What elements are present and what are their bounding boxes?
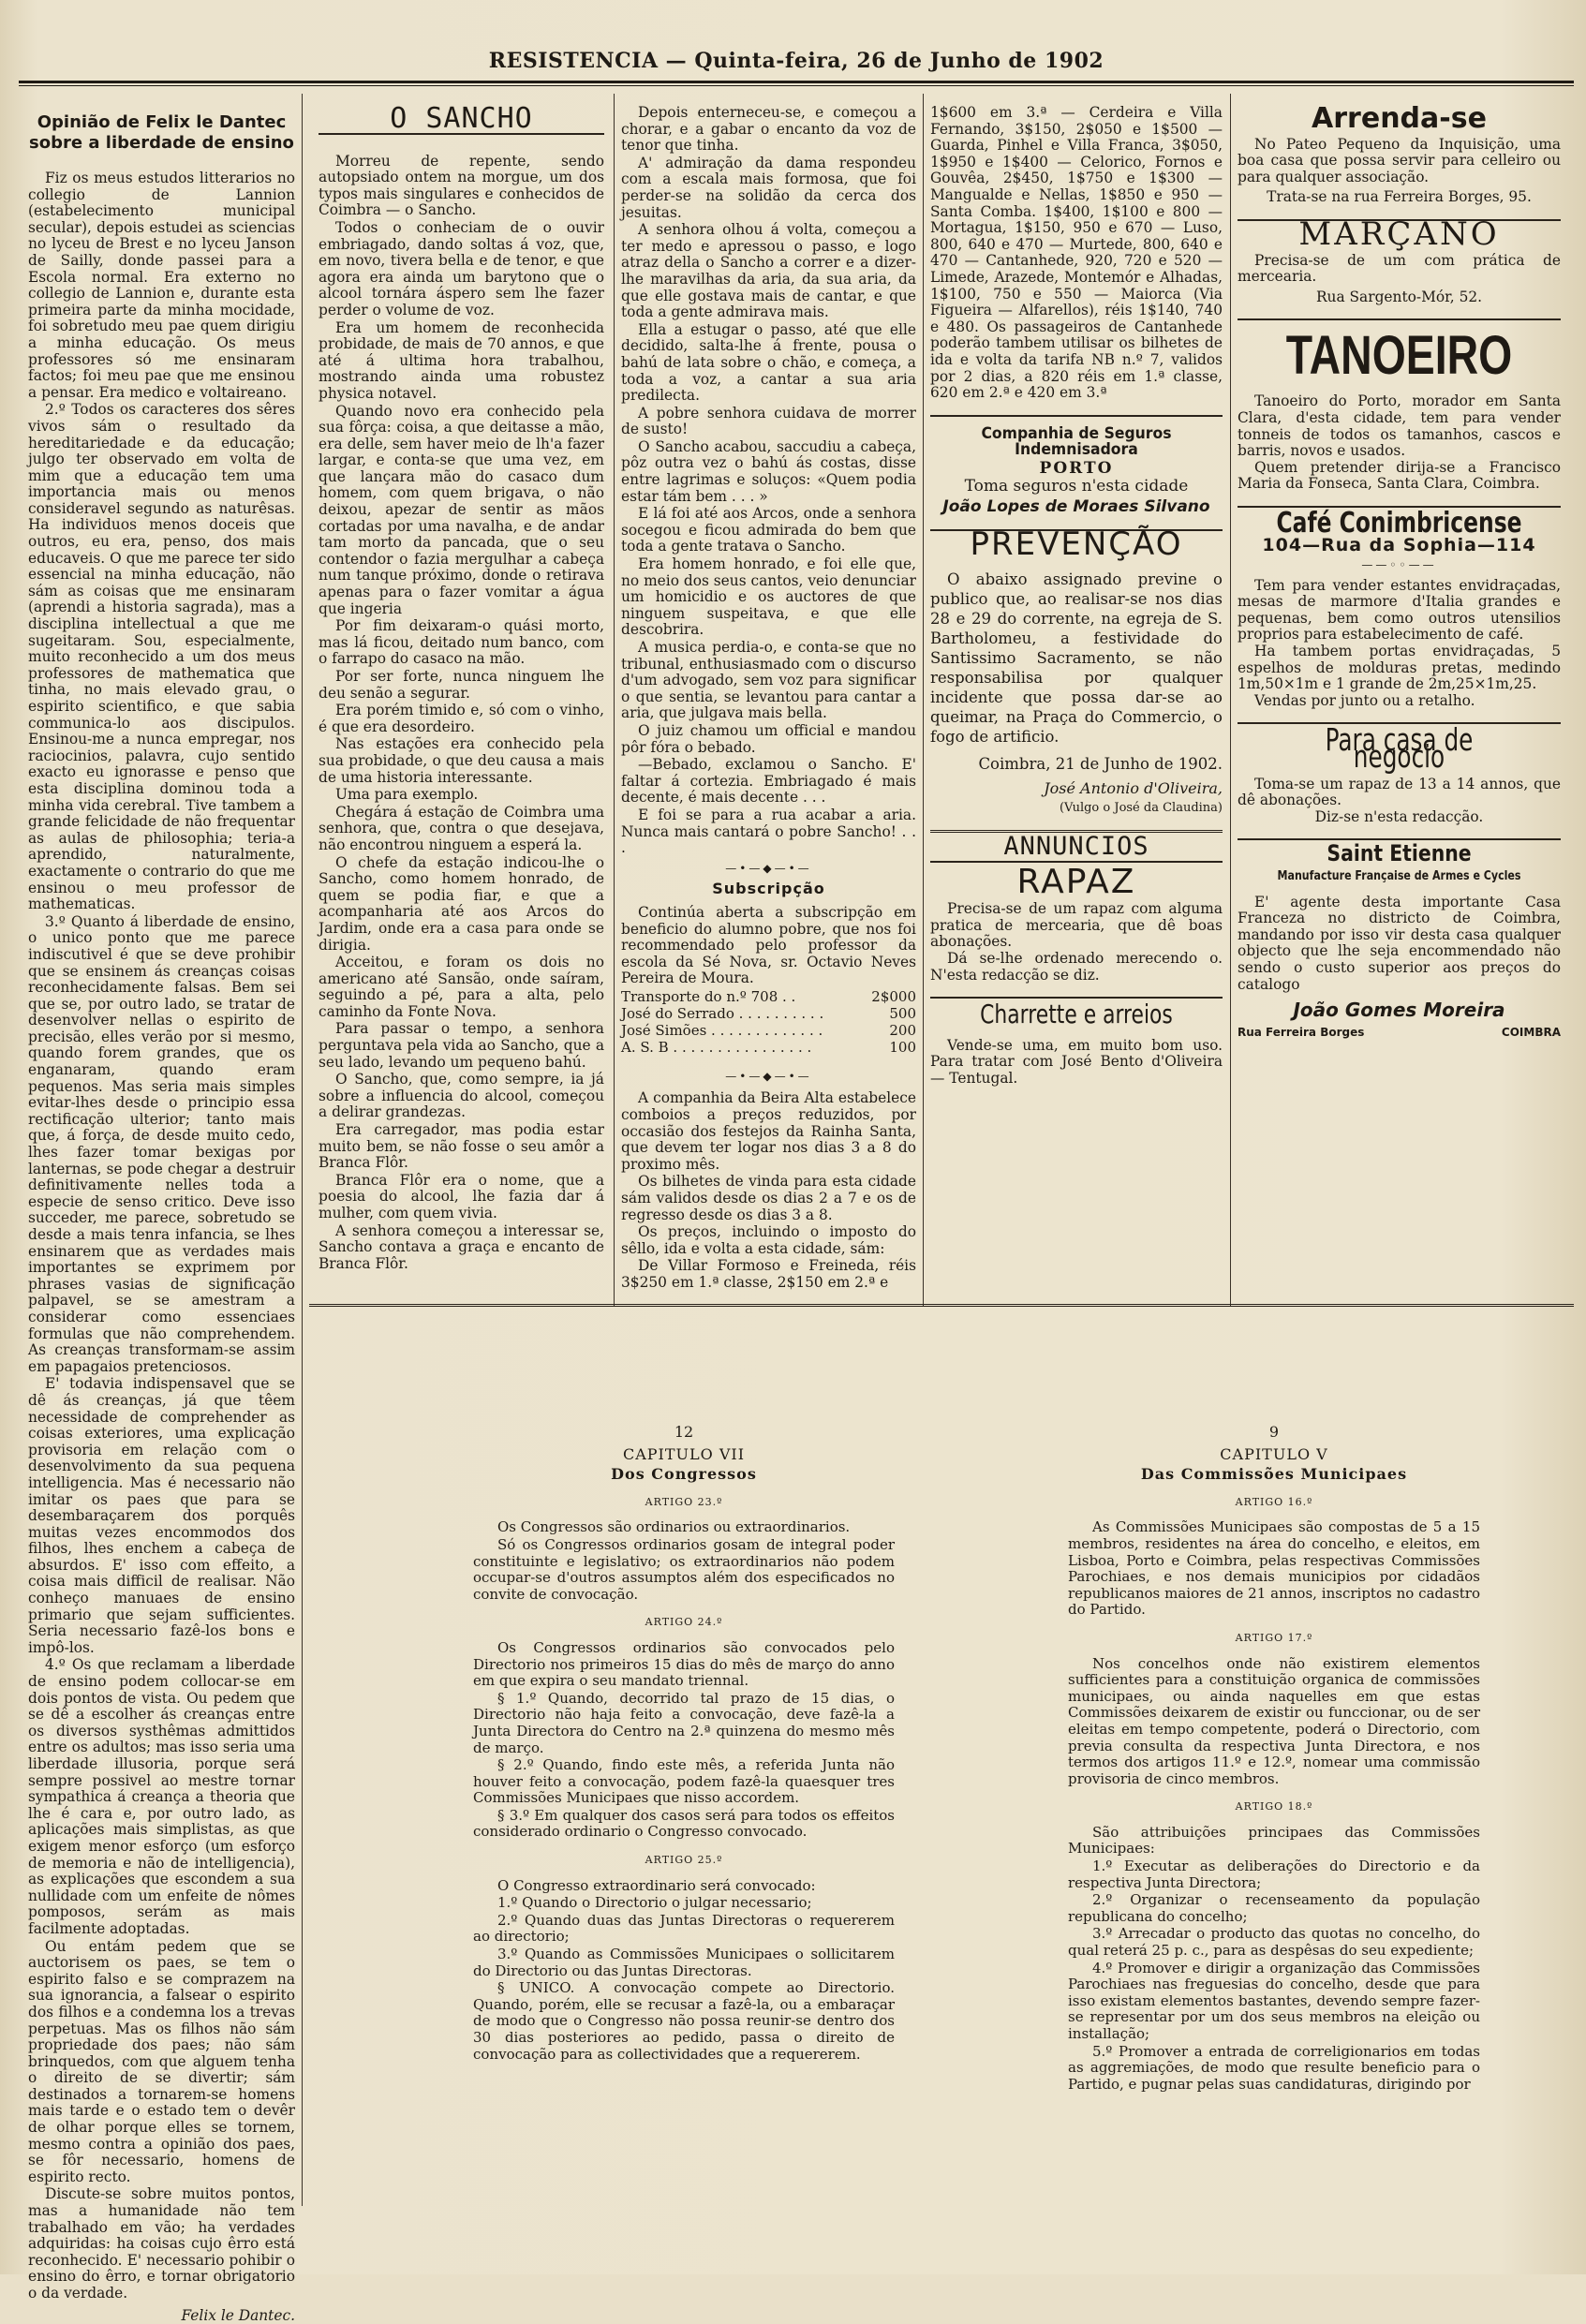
sancho-paragraph: E foi se para a rua acabar a aria. Nunca mais cantará o pobre Sancho! . . . bbox=[621, 806, 916, 857]
sancho-paragraph: Nas estações era conhecido pela sua probidade, o que deu causa a mais de uma historia interessante. bbox=[319, 735, 604, 786]
etienne-title: Saint Etienne bbox=[1327, 840, 1472, 867]
masthead-rule bbox=[19, 81, 1574, 86]
tanoeiro-title: TANOEIRO bbox=[1285, 325, 1513, 387]
article-paragraph: 1.º Quando o Directorio o julgar necessario; bbox=[497, 1894, 812, 1912]
table-cell: 100 bbox=[889, 1038, 916, 1056]
etienne-subtitle: Manufacture Française de Armes e Cycles bbox=[1277, 869, 1521, 883]
marcano-body: Precisa-se de um com prática de mercearia. bbox=[1238, 251, 1561, 286]
article-paragraph: 3.º Quando as Commissões Municipaes o sollicitarem do Directorio ou das Juntas Directoras. bbox=[473, 1946, 895, 1979]
comboios-paragraph: Os bilhetes de vinda para esta cidade sám validos desde os dias 2 a 7 e os de regresso desde os dias 3 a 8. bbox=[621, 1173, 916, 1223]
article-heading: ARTIGO 18.º bbox=[1235, 1800, 1313, 1813]
sancho-paragraph: Para passar o tempo, a senhora perguntava pela vida ao Sancho, que a seu lado, levando um pequeno bahú. bbox=[319, 1020, 604, 1071]
sancho-paragraph: Era carregador, mas podia estar muito bem, se não fosse o seu amôr a Branca Flôr. bbox=[319, 1121, 604, 1172]
divider bbox=[930, 861, 1223, 863]
article-paragraph: 2.º Organizar o recenseamento da população republicana do concelho; bbox=[1068, 1891, 1480, 1925]
etienne-footer bbox=[1238, 1025, 1561, 1042]
table-cell: José Simões . . . . . . . . . . . . . bbox=[621, 1021, 823, 1039]
opiniao-paragraph: Discute-se sobre muitos pontos, mas a humanidade não tem trabalhado em vão; ha verdades adquiridas: ha coisas cujo êrro está reconhecido. E' necessario pohibir o ensino do êrro, e tornar obrigatorio o da verdade. bbox=[28, 2185, 295, 2302]
sancho-paragraph: O chefe da estação indicou-lhe o Sancho, como homem honrado, de quem se podia fiar, e que a acompanharia até aos Arcos do Jardim, onde era a casa para onde se dirigia. bbox=[319, 853, 604, 954]
article-heading: ARTIGO 25.º bbox=[645, 1854, 723, 1867]
table-cell: Transporte do n.º 708 . . bbox=[621, 987, 796, 1005]
column-rule bbox=[614, 94, 615, 1307]
column-rule bbox=[302, 94, 303, 1307]
ornament-divider: ——◦◦—— bbox=[1361, 558, 1437, 572]
table-cell: A. S. B . . . . . . . . . . . . . . . . bbox=[621, 1038, 812, 1056]
article-paragraph: § 1.º Quando, decorrido tal prazo de 15 dias, o Directorio não haja feito a convocação, deve fazê-la a Junta Directora do Centro na 2.ª quinzena do mesmo mês de março. bbox=[473, 1689, 895, 1756]
sancho-paragraph: Uma para exemplo. bbox=[335, 786, 479, 804]
sancho-paragraph: O Sancho acabou, saccudiu a cabeça, pôz outra vez o bahú ás costas, disse entre lagrimas e soluços: «Quem podia estar tám bem . . . » bbox=[621, 437, 916, 505]
cafe-paragraph: Vendas por junto ou a retalho. bbox=[1254, 691, 1475, 709]
chapter-number: CAPITULO V bbox=[1220, 1444, 1328, 1463]
opiniao-paragraph: 2.º Todos os caracteres dos sêres vivos sám o resultado da hereditariedade e da educação; julgo ter observado em volta de mim que a educação tem uma importancia mais ou menos consideravel segundo as naturêsas. Ha individuos menos doceis que outros, eu era, penso, dos mais educaveis. O que me parece ter sido essencial na minha educação, não sám as coisas que me ensinaram (aprendi a historia sagrada), mas a disciplina intellectual a que me sugeitaram. Sou, especialmente, muito reconhecido a um dos meus professores de mathematica que tinha, no mais elevado grau, o espirito scientifico, e que sabia communica-lo aos discipulos. Ensinou-me a nunca empregar, nos raciocinios, palavra, cujo sentido exacto eu ignorasse e penso que esta disciplina dominou toda a minha vida cerebral. Tive tambem a grande felicidade de não frequentar as aulas de philosophia; teria-a aprendido, naturalmente, exactamente o contrario do que me ensinou o meu professor de mathematicas. bbox=[28, 401, 295, 913]
table-cell: 500 bbox=[889, 1004, 916, 1022]
sancho-paragraph: Branca Flôr era o nome, que a poesia do alcool, lhe fazia dar á mulher, com quem vivia. bbox=[319, 1171, 604, 1221]
masthead: RESISTENCIA — Quinta-feira, 26 de Junho de 1902 bbox=[488, 49, 1104, 73]
section-rule bbox=[309, 1304, 1574, 1307]
seguros-title: Companhia de Seguros Indemnisadora bbox=[981, 423, 1172, 460]
sancho-paragraph: A' admiração da dama respondeu com a escala mais formosa, que foi perder-se na solidão da cerca dos jesuitas. bbox=[621, 154, 916, 221]
sancho-paragraph: Era um homem de reconhecida probidade, de mais de 70 annos, e que até á ultima hora trabalhou, mostrando ainda uma robustez physica notavel. bbox=[319, 318, 604, 402]
article-paragraph: As Commissões Municipaes são compostas de 5 a 15 membros, residentes na área do concelho, e eleitos, em Lisboa, Porto e Coimbra, pelas respectivas Commissões Parochiaes, e nos demais municipios por cidadãos republicanos maiores de 21 annos, inscriptos no cadastro do Partido. bbox=[1068, 1518, 1480, 1619]
article-paragraph: O Congresso extraordinario será convocado: bbox=[497, 1876, 816, 1894]
sancho-paragraph: O juiz chamou um official e mandou pôr fóra o bebado. bbox=[621, 721, 916, 756]
article-paragraph: § 3.º Em qualquer dos casos será para todos os effeitos considerado ordinario o Congresso convocado. bbox=[473, 1806, 895, 1841]
arrenda-body: No Pateo Pequeno da Inquisição, uma boa casa que possa servir para celleiro ou para qualquer associação. bbox=[1238, 135, 1561, 185]
cafe-paragraph: Tem para vender estantes envidraçadas, mesas de marmore d'Italia grandes e pequenas, bem como outros utensilios proprios para estabelecimento de café. bbox=[1238, 576, 1561, 644]
sancho-paragraph: A senhora olhou á volta, começou a ter medo e apressou o passo, e logo atraz della o Sancho a correr e a dizer-lhe maravilhas da aria, da sua aria, da que elle gostava mais de cantar, e que toda a gente admirava mais. bbox=[621, 221, 916, 321]
table-row bbox=[621, 1022, 916, 1039]
sancho-paragraph: —Bebado, exclamou o Sancho. E' faltar á cortezia. Embriagado é mais decente, é mais decente . . . bbox=[621, 756, 916, 807]
opiniao-signature: Felix le Dantec. bbox=[181, 2306, 295, 2324]
marcano-title: MARÇANO bbox=[1298, 215, 1500, 253]
sancho-paragraph: A senhora começou a interessar se, Sancho contava a graça e encanto de Branca Flôr. bbox=[319, 1221, 604, 1272]
sancho-paragraph: Era homem honrado, e foi elle que, no meio dos seus cantos, veio denunciar um homicidio e os auctores de que ninguem suspeitava, e que elle descobrira. bbox=[621, 555, 916, 639]
article-paragraph: Só os Congressos ordinarios gosam de integral poder constituinte e legislativo; os extraordinarios não podem occupar-se d'outros assumptos além dos especificados no convite de convocação. bbox=[473, 1535, 895, 1603]
cafe-title: Café Conimbricense bbox=[1276, 506, 1522, 540]
charrette-title: Charrette e arreios bbox=[980, 999, 1173, 1030]
divider bbox=[1238, 318, 1561, 320]
subscricao-table bbox=[621, 988, 916, 1056]
column-rule bbox=[302, 1307, 303, 2206]
article-paragraph: 1.º Executar as deliberações do Directorio e da respectiva Junta Directora; bbox=[1068, 1858, 1480, 1891]
table-row bbox=[621, 988, 916, 1005]
sancho-paragraph: Ella a estugar o passo, até que elle decidido, salta-lhe á frente, pousa o bahú de lata sobre o chão, e começa, a toda a voz, a cantar a sua aria predilecta. bbox=[621, 320, 916, 405]
book-page-right bbox=[1068, 1424, 1480, 2173]
chapter-title: Dos Congressos bbox=[611, 1465, 757, 1484]
opiniao-paragraph: Ou entám pedem que se auctorisem os paes, se tem o espirito falso e se comprazem na sua ignorancia, a falsear o espirito dos filhos e a condemna los a trevas perpetuas. Mas os filhos não sám propriedade dos paes; não sám brinquedos, com que alguem tenha o direito de se divertir; sám destinados a tornarem-se homens mais tarde e o estado tem o devêr de olhar porque elles se tornem, mesmo contra a opinião dos paes, se fôr necessario, homens de espirito recto. bbox=[28, 1937, 295, 2185]
ornament-divider: —•—◆—•— bbox=[725, 861, 812, 875]
charrette-body: Vende-se uma, em muito bom uso. Para tratar com José Bento d'Oliveira — Tentugal. bbox=[930, 1036, 1223, 1087]
annuncios-title: ANNUNCIOS bbox=[1003, 832, 1149, 862]
article-paragraph: § UNICO. A convocação compete ao Directorio. Quando, porém, elle se recusar a fazê-la, ou a embaraçar de modo que o Congresso não possa reunir-se dentro dos 30 dias posteriores ao pedido, passa o direito de convocação para as collectividades que a requererem. bbox=[473, 1979, 895, 2063]
column-rule bbox=[923, 94, 924, 1307]
opiniao-title: Opinião de Felix le Dantec sobre a liberdade de ensino bbox=[29, 112, 294, 153]
book-page-left bbox=[473, 1424, 895, 2173]
etienne-city: COIMBRA bbox=[1501, 1025, 1561, 1039]
table-cell: José do Serrado . . . . . . . . . . bbox=[621, 1004, 824, 1022]
rapaz-line: Dá se-lhe ordenado merecendo o. N'esta redacção se diz. bbox=[930, 950, 1223, 984]
sancho-continued-column bbox=[621, 105, 916, 1299]
negocio-title: Para casa de negocio bbox=[1325, 721, 1474, 776]
subscricao-paragraph: Continúa aberta a subscripção em beneficio do alumno pobre, que nos foi recommendado pelo professor da escola da Sé Nova, sr. Octavio Neves Pereira de Moura. bbox=[621, 903, 916, 987]
prevencao-alias: (Vulgo o José da Claudina) bbox=[1059, 801, 1223, 816]
sancho-paragraph: A pobre senhora cuidava de morrer de susto! bbox=[621, 404, 916, 438]
article-paragraph: 4.º Promover e dirigir a organização das Commissões Parochiaes nas freguesias do concelho, desde que para isso existam elementos bastantes, devendo sempre fazer-se representar por um dos seus membros na eleição ou installação; bbox=[1068, 1959, 1480, 2042]
article-paragraph: Os Congressos são ordinarios ou extraordinarios. bbox=[497, 1518, 851, 1536]
sancho-title: O SANCHO bbox=[319, 111, 604, 135]
cafe-address: 104—Rua da Sophia—114 bbox=[1262, 534, 1536, 555]
article-paragraph: 3.º Arrecadar o producto das quotas no concelho, do qual reterá 25 p. c., para as despêsas do seu expediente; bbox=[1068, 1925, 1480, 1960]
etienne-street: Rua Ferreira Borges bbox=[1238, 1025, 1365, 1039]
tanoeiro-body: Tanoeiro do Porto, morador em Santa Clara, d'esta cidade, tem para vender tonneis de todos os tamanhos, cascos e barris, novos e usados. bbox=[1238, 392, 1561, 460]
subscricao-title: Subscripção bbox=[712, 880, 825, 898]
cafe-paragraph: Ha tambem portas envidraçadas, 5 espelhos de molduras pretas, medindo 1m,50×1m e 1 grande de 2m,25×1m,25. bbox=[1238, 643, 1561, 693]
opiniao-paragraph: 3.º Quanto á liberdade de ensino, o unico ponto que me parece indiscutivel é que se deve prohibir que se ensinem ás creanças coisas reconhecidamente falsas. Bem sei que se, por outro lado, se tratar de desenvolver nellas o espirito de precisão, elles verão por si mesmo, quando forem grandes, que os enganaram, quando eram pequenos. Mas seria mais simples evitar-lhes desde o principio essa rectificação ulterior; tanto mais que, á força, de desde muito cedo, lhes fazer tomar bexigas por lanternas, se pode chegar a destruir definitivamente nelles toda a especie de senso critico. Deve isso succeder, me parece, sobretudo se desde a mais tenra infancia, se lhes ensinarem que as verdades mais importantes se exprimem por phrases vasias de significação palpavel, se se amestram a considerar como essenciaes formulas que não comprehendem. As creanças transformam-se assim em papagaios pretenciosos. bbox=[28, 912, 295, 1375]
chapter-title: Das Commissões Municipaes bbox=[1140, 1465, 1408, 1484]
article-heading: ARTIGO 24.º bbox=[645, 1616, 723, 1629]
article-paragraph: 5.º Promover a entrada de correligionarios em todas as aggremiações, de modo que resulte beneficio para o Partido, e pugnar pelas suas candidaturas, dirigindo por bbox=[1068, 2042, 1480, 2093]
sancho-paragraph: O Sancho, que, como sempre, ia já sobre a influencia do alcool, começou a delirar grandezas. bbox=[319, 1071, 604, 1121]
chapter-number: CAPITULO VII bbox=[622, 1444, 746, 1463]
page-number: 9 bbox=[1268, 1423, 1280, 1441]
sancho-paragraph: Quando novo era conhecido pela sua fôrça: coisa, a que deitasse a mão, era delle, sem haver meio de lh'a fazer largar, e conta-se que uma vez, em que lançara mão do casaco dum homem, com quem brigava, o não deixou, apezar de sentir as mãos cortadas por uma navalha, e de andar tam morto da pancada, que o seu contendor o fazia mergulhar a cabeça num tanque próximo, donde o retirava apenas para o fazer vomitar a água que ingeria bbox=[319, 402, 604, 617]
tanoeiro-line: Quem pretender dirija-se a Francisco Maria da Fonseca, Santa Clara, Coimbra. bbox=[1238, 458, 1561, 493]
article-paragraph: Os Congressos ordinarios são convocados pelo Directorio nos primeiros 15 dias do mês de março do anno em que expira o seu mandato triennal. bbox=[473, 1638, 895, 1690]
rapaz-body: Precisa-se de um rapaz com alguma pratica de mercearia, que dê boas abonações. bbox=[930, 900, 1223, 951]
sancho-paragraph: A musica perdia-o, e conta-se que no tribunal, enthusiasmado com o discurso d'um advogado, sem voz para significar o que sentia, se levantou para cantar a aria, que julgava mais bella. bbox=[621, 639, 916, 722]
sancho-paragraph: Chegára á estação de Coimbra uma senhora, que, contra o que desejava, não encontrou ninguem a esperá la. bbox=[319, 803, 604, 853]
opiniao-paragraph: Fiz os meus estudos litterarios no collegio de Lannion (estabelecimento municipal secular), depois estudei as sciencias no lyceu de Brest e no lyceu Janson de Sailly, donde passei para a Escola normal. Era externo no collegio de Lannion e, durante esta primeira parte da minha mocidade, foi sobretudo meu pae quem dirigiu a minha educação. Os meus professores só me ensinaram factos; foi meu pae que me ensinou a pensar. Era medico e voltaireano. bbox=[28, 170, 295, 401]
article-paragraph: § 2.º Quando, findo este mês, a referida Junta não houver feito a convocação, podem fazê-la quaesquer tres Commissões Municipaes que nisso accordem. bbox=[473, 1756, 895, 1807]
prevencao-date: Coimbra, 21 de Junho de 1902. bbox=[978, 755, 1223, 774]
divider bbox=[1238, 219, 1561, 221]
divider bbox=[930, 415, 1223, 417]
sancho-paragraph: Morreu de repente, sendo autopsiado ontem na morgue, um dos typos mais singulares e conhecidos de Coimbra — o Sancho. bbox=[319, 152, 604, 219]
article-paragraph: Nos concelhos onde não existirem elementos sufficientes para a constituição organica de commissões municipaes, ou ainda naquelles em que estas Commissões deixarem de existir ou funccionar, ou de ser eleitas em tempo competente, poderá o Directorio, com previa consulta da respectiva Junta Directora, e nos termos dos artigos 11.º e 12.º, nomear uma commissão provisoria de cinco membros. bbox=[1068, 1654, 1480, 1787]
etienne-body: E' agente desta importante Casa Franceza no districto de Coimbra, mandando por isso vir desta casa qualquer objecto que lhe seja encommendado não sendo o custo superior aos preços do catalogo bbox=[1238, 893, 1561, 993]
table-cell: 200 bbox=[889, 1021, 916, 1039]
article-heading: ARTIGO 17.º bbox=[1235, 1631, 1313, 1644]
arrenda-title: Arrenda-se bbox=[1312, 102, 1487, 135]
divider bbox=[930, 529, 1223, 531]
prevencao-body: O abaixo assignado previne o publico que, ao realisar-se nos dias 28 e 29 do corrente, na egreja de S. Bartholomeu, a festividade do Santissimo Sacramento, se não responsabilisa por qualquer incidente que possa dar-se ao queimar, na Praça do Commercio, o fogo de artificio. bbox=[930, 570, 1223, 747]
sancho-paragraph: Era porém timido e, só com o vinho, é que era desordeiro. bbox=[319, 702, 604, 735]
seguros-line: Toma seguros n'esta cidade bbox=[964, 477, 1189, 496]
column-rule bbox=[1230, 94, 1231, 1307]
seguros-agent: João Lopes de Moraes Silvano bbox=[942, 497, 1210, 517]
opiniao-column bbox=[28, 105, 295, 2324]
sancho-column bbox=[319, 102, 604, 1299]
comboios-paragraph: A companhia da Beira Alta estabelece comboios a preços reduzidos, por occasião dos festejos da Rainha Santa, que devem ter logar nos dias 3 a 8 do proximo mês. bbox=[621, 1089, 916, 1173]
table-row bbox=[621, 1039, 916, 1056]
article-heading: ARTIGO 23.º bbox=[645, 1495, 723, 1508]
ads-column-left bbox=[930, 105, 1223, 1304]
comboios-paragraph: Os preços, incluindo o imposto do sêllo, ida e volta a esta cidade, sám: bbox=[621, 1223, 916, 1257]
ads-column-right bbox=[1238, 102, 1561, 1304]
sancho-paragraph: Todos o conheciam de o ouvir embriagado, dando soltas á voz, que, em novo, tivera bella e de tenor, e que agora era ainda um barytono que o alcool tornára áspero sem lhe fazer perder o volume de voz. bbox=[319, 218, 604, 318]
sancho-paragraph: Por ser forte, nunca ninguem lhe deu senão a segurar. bbox=[319, 668, 604, 702]
sancho-paragraph: E lá foi até aos Arcos, onde a senhora socegou e ficou admirada do bem que toda a gente tratava o Sancho. bbox=[621, 505, 916, 555]
sancho-paragraph: Depois enterneceu-se, e começou a chorar, e a gabar o encanto da voz de tenor que tinha. bbox=[621, 104, 916, 155]
negocio-line: Diz-se n'esta redacção. bbox=[1314, 807, 1484, 825]
ornament-divider: —•—◆—•— bbox=[725, 1069, 812, 1083]
precos-paragraph: 1$600 em 3.ª — Cerdeira e Villa Fernando, 3$150, 2$050 e 1$500 — Guarda, Pinhel e Villa Franca, 3$050, 1$950 e 1$400 — Celorico, Fornos e Gouvêa, 2$450, 1$750 e 1$300 — Mangualde e Nellas, 1$850 e 950 — Santa Comba. 1$400, 1$100 e 800 — Mortagua, 1$150, 950 e 670 — Luso, 800, 640 e 470 — Murtede, 800, 640 e 470 — Cantanhede, 920, 720 e 520 — Limede, Arazede, Montemór e Alhadas, 1$100, 750 e 550 — Maiorca (Via Figueira — Alfarellos), réis 1$140, 740 e 480. Os passageiros de Cantanhede poderão tambem utilisar os bilhetes de ida e volta da tarifa NB n.º 7, validos por 2 dias, a 820 réis em 1.ª classe, 620 em 2.ª e 420 em 3.ª bbox=[930, 104, 1223, 402]
table-row bbox=[621, 1005, 916, 1022]
rapaz-title: RAPAZ bbox=[1016, 862, 1136, 901]
article-paragraph: 2.º Quando duas das Juntas Directoras o requererem ao directorio; bbox=[473, 1911, 895, 1946]
prevencao-title: PREVENÇÃO bbox=[970, 525, 1183, 563]
page-number: 12 bbox=[674, 1423, 694, 1441]
negocio-body: Toma-se um rapaz de 13 a 14 annos, que dê abonações. bbox=[1238, 775, 1561, 809]
sancho-paragraph: Acceitou, e foram os dois no americano até Sansão, onde saíram, seguindo a pé, para a alta, pelo caminho da Fonte Nova. bbox=[319, 954, 604, 1020]
seguros-city: PORTO bbox=[1039, 458, 1114, 478]
sancho-paragraph: Por fim deixaram-o quási morto, mas lá ficou, deitado num banco, com o farrapo do casaco na mão. bbox=[319, 617, 604, 668]
article-heading: ARTIGO 16.º bbox=[1235, 1495, 1313, 1508]
opiniao-paragraph: E' todavia indispensavel que se dê ás creanças, já que têem necessidade de comprehender as coisas exteriores, uma explicação provisoria em relação com o desenvolvimento da sua pequena intelligencia. Mas é necessario não imitar os paes que para se desembaraçarem dos porquês muitas vezes encommodos dos filhos, lhes enchem a cabeça de absurdos. E' isso com effeito, a coisa mais difficil de realisar. Não conheço manuaes de ensino primario que sejam sufficientes. Seria necessario fazê-los bons e impô-los. bbox=[28, 1375, 295, 1656]
comboios-paragraph: De Villar Formoso e Freineda, réis 3$250 em 1.ª classe, 2$150 em 2.ª e bbox=[621, 1257, 916, 1291]
etienne-agent: João Gomes Moreira bbox=[1293, 999, 1505, 1022]
opiniao-paragraph: 4.º Os que reclamam a liberdade de ensino podem collocar-se em dois pontos de vista. Ou pedem que se dê a escolher ás creanças entre os diversos systhêmas admittidos entre os adultos; mas isso seria uma liberdade illusoria, porque será sempre possivel ao mestre tornar sympathica á creança a theoria que lhe é cara e, por outro lado, as aplicações mais simplistas, as que exigem menor esforço (um esforço de memoria e não de intelligencia), as explicações que escondem a sua nullidade com um enfeite de nômes pomposos, serám as mais facilmente adoptadas. bbox=[28, 1656, 295, 1937]
divider bbox=[930, 830, 1223, 833]
table-cell: 2$000 bbox=[871, 987, 916, 1005]
marcano-line: Rua Sargento-Mór, 52. bbox=[1315, 288, 1483, 305]
prevencao-signature: José Antonio d'Oliveira, bbox=[1044, 778, 1223, 797]
article-paragraph: São attribuições principaes das Commissões Municipaes: bbox=[1068, 1823, 1480, 1858]
arrenda-line: Trata-se na rua Ferreira Borges, 95. bbox=[1267, 188, 1532, 206]
